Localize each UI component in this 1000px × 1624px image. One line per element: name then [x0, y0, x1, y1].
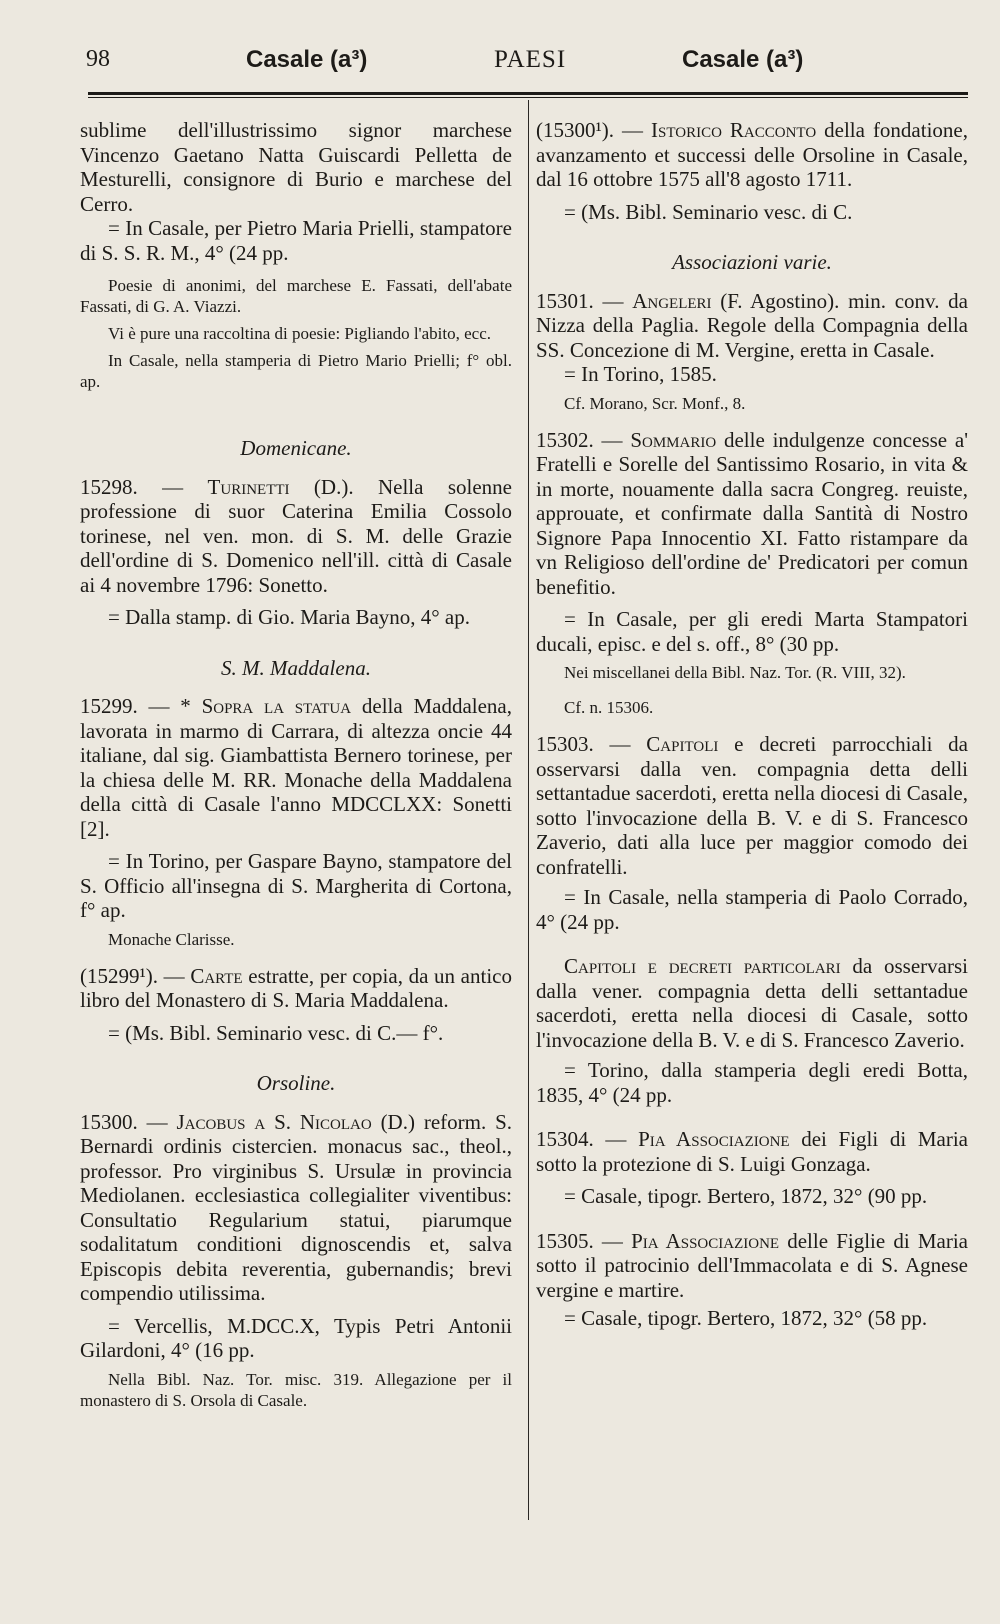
- entry-text: delle indulgenze concesse a' Fratelli e Sorelle del Santissimo Rosario, in vita & in morte, nouamente dalla sacra Congreg. reuiste, approuate, et confirmate dalla Santità di Nostro Signore Papa Innocentio XI. Fatto ristampare da vn Religioso dell'ordine de' Predicatori per comun benefitio.: [536, 427, 968, 599]
- body-text: = Casale, tipogr. Bertero, 1872, 32° (90 pp.: [564, 1184, 928, 1208]
- center-running-title: PAESI: [494, 46, 567, 73]
- entry-text: da osservarsi dalla vener. compagnia detta delli settantadue sacerdoti, eretta nella diocesi di Casale, sotto l'invocazione della B. V. e di S. Francesco Zaverio.: [536, 954, 968, 1052]
- entry-number: 15303.: [536, 732, 594, 756]
- entry-author: Pia Associazione: [638, 1127, 790, 1151]
- body-text: = (Ms. Bibl. Seminario vesc. di C.: [564, 199, 853, 224]
- bibliography-entry: 15304. — Pia Associazione dei Figli di Maria sotto la protezione di S. Luigi Gonzaga.: [536, 1127, 968, 1176]
- note-text: Cf. Morano, Scr. Monf., 8.: [564, 393, 746, 413]
- body-text: = In Torino, per Gaspare Bayno, stampatore del S. Officio all'insegna di S. Margherita di Cortona, f° ap.: [80, 849, 512, 922]
- bibliography-entry: 15300. — Jacobus a S. Nicolao (D.) reform. S. Bernardi ordinis cistercien. monacus sac., theol., professor. Pro virginibus S. Ursulæ in provincia Mediolanen. ecclesiastica collegialiter viventibus: Consultatio Regularium statui, piarumque sodalitatum conditioni dignoscendis et, salva Episcopis debita reverentia, gubernandis; brevi compendio utilissima.: [80, 1109, 513, 1305]
- entry-number: 15302.: [536, 427, 594, 452]
- running-header: [0, 46, 1000, 86]
- entry-author: Capitoli: [646, 732, 719, 756]
- left-column: [80, 118, 512, 1411]
- section-heading: Associazioni varie.: [672, 250, 832, 274]
- entry-author: Istorico Racconto: [651, 118, 817, 142]
- entry-author: Capitoli e decreti particolari: [564, 954, 841, 978]
- entry-text: (D.) reform. S. Bernardi ordinis cistercien. monacus sac., theol., professor. Pro virginibus S. Ursulæ in provincia Mediolanen. ecclesiastica collegialiter viventibus: Consultatio Regularium statui, piarumque sodalitatum conditioni dignoscendis et, salva Episcopis debita reverentia, gubernandis; brevi compendio utilissima.: [80, 1109, 513, 1305]
- bibliography-entry: [536, 954, 968, 1052]
- section-heading: Orsoline.: [256, 1071, 336, 1095]
- body-text: = In Torino, 1585.: [564, 362, 717, 386]
- entry-author: Turinetti: [207, 474, 290, 499]
- body-text: = Torino, dalla stamperia degli eredi Botta, 1835, 4° (24 pp.: [536, 1058, 968, 1107]
- entry-author: Carte: [190, 963, 243, 988]
- bibliography-entry: 15303. — Capitoli e decreti parrocchiali da osservarsi dalla ven. compagnia detta delli settantadue sacerdoti, eretta nella diocesi di Casale, sotto l'invocazione della B. V. e di S. Francesco Zaverio, dati alla luce per maggior comodo dei confratelli.: [536, 732, 968, 879]
- entry-author: Angeleri: [632, 288, 712, 313]
- entry-number: 15304.: [536, 1127, 594, 1151]
- body-text: = Vercellis, M.DCC.X, Typis Petri Antonii Gilardoni, 4° (16 pp.: [80, 1313, 512, 1362]
- entry-text: delle Figlie di Maria sotto il patrocinio dell'Immacolata e di S. Agnese vergine e martire.: [536, 1228, 968, 1302]
- section-heading: Domenicane.: [240, 436, 352, 460]
- note-text: In Casale, nella stamperia di Pietro Mario Prielli; f° obl. ap.: [80, 351, 512, 391]
- body-text: sublime dell'illustrissimo signor marchese Vincenzo Gaetano Natta Guiscardi Pelletta de Mesturelli, consignore di Burio e marchese del Cerro.: [80, 118, 512, 216]
- entry-number: (15300¹).: [536, 118, 615, 142]
- entry-text: (F. Agostino). min. conv. da Nizza della Paglia. Regole della Compagnia della SS. Concezione di M. Vergine, eretta in Casale.: [536, 288, 968, 362]
- body-text: = Dalla stamp. di Gio. Maria Bayno, 4° ap.: [108, 605, 471, 629]
- entry-number: 15301.: [536, 288, 594, 313]
- entry-text: dei Figli di Maria sotto la protezione di S. Luigi Gonzaga.: [536, 1127, 968, 1176]
- body-text: = (Ms. Bibl. Seminario vesc. di C.— f°.: [108, 1020, 444, 1045]
- entry-author: Sommario: [630, 427, 717, 452]
- bibliography-entry: 15298. — Turinetti (D.). Nella solenne professione di suor Caterina Emilia Cossolo torinese, nel ven. mon. di S. M. delle Grazie dell'ordine di S. Domenico nell'ill. città di Casale ai 4 novembre 1796: Sonetto.: [80, 474, 512, 597]
- bibliography-entry: 15302. — Sommario delle indulgenze concesse a' Fratelli e Sorelle del Santissimo Rosario, in vita & in morte, nouamente dalla sacra Congreg. reuiste, approuate, et confirmate dalla Santità di Nostro Signore Papa Innocentio XI. Fatto ristampare da vn Religioso dell'ordine de' Predicatori per comun benefitio.: [536, 427, 968, 599]
- entry-text: della fondatione, avanzamento et successi delle Orsoline in Casale, dal 16 ottobre 1575 all'8 agosto 1711.: [536, 118, 968, 191]
- body-text: = In Casale, nella stamperia di Paolo Corrado, 4° (24 pp.: [536, 885, 968, 934]
- entry-text: (D.). Nella solenne professione di suor Caterina Emilia Cossolo torinese, nel ven. mon. di S. M. delle Grazie dell'ordine di S. Domenico nell'ill. città di Casale ai 4 novembre 1796: Sonetto.: [80, 474, 512, 597]
- note-text: Monache Clarisse.: [108, 929, 235, 949]
- header-rule-thick: [88, 92, 968, 95]
- entry-number: 15299.: [80, 694, 138, 718]
- column-divider: [528, 100, 529, 1520]
- entry-author: * Sopra la statua: [180, 694, 352, 718]
- bibliography-entry: 15305. — Pia Associazione delle Figlie di Maria sotto il patrocinio dell'Immacolata e di S. Agnese vergine e martire.: [536, 1228, 968, 1302]
- entry-number: (15299¹).: [80, 963, 159, 988]
- entry-text: e decreti parrocchiali da osservarsi dalla ven. compagnia detta delli settantadue sacerdoti, eretta nella diocesi di Casale, sotto l'invocazione della B. V. e di S. Francesco Zaverio, dati alla luce per maggior comodo dei confratelli.: [536, 732, 968, 879]
- bibliography-entry: (15300¹). — Istorico Racconto della fondatione, avanzamento et successi delle Orsoline in Casale, dal 16 ottobre 1575 all'8 agosto 1711.: [536, 118, 968, 191]
- note-text: Poesie di anonimi, del marchese E. Fassati, dell'abate Fassati, di G. A. Viazzi.: [80, 276, 512, 316]
- section-heading: S. M. Maddalena.: [221, 655, 371, 680]
- bibliography-entry: 15299. — * Sopra la statua della Maddalena, lavorata in marmo di Carrara, di altezza oncie 44 italiane, dal sig. Giambattista Bernero torinese, per la chiesa delle M. RR. Monache della Maddalena della città di Casale l'anno MDCCLXX: Sonetti [2].: [80, 694, 513, 841]
- entry-author: Jacobus a S. Nicolao: [176, 1109, 372, 1134]
- page-number: 98: [86, 46, 110, 72]
- entry-number: 15300.: [80, 1109, 138, 1134]
- header-rule-thin: [88, 97, 968, 98]
- left-running-title: Casale (a³): [246, 46, 368, 73]
- bibliography-entry: (15299¹). — Carte estratte, per copia, da un antico libro del Monastero di S. Maria Maddalena.: [80, 963, 512, 1012]
- entry-number: 15305.: [536, 1228, 594, 1253]
- entry-text: della Maddalena, lavorata in marmo di Carrara, di altezza oncie 44 italiane, dal sig. Giambattista Bernero torinese, per la chiesa delle M. RR. Monache della Maddalena della città di Casale l'anno MDCCLXX: Sonetti [2].: [80, 694, 513, 841]
- note-text: Nei miscellanei della Bibl. Naz. Tor. (R. VIII, 32).: [564, 663, 906, 682]
- right-column: [536, 118, 968, 1331]
- bibliography-entry: 15301. — Angeleri (F. Agostino). min. conv. da Nizza della Paglia. Regole della Compagnia della SS. Concezione di M. Vergine, eretta in Casale.: [536, 288, 968, 362]
- body-text: = In Casale, per Pietro Maria Prielli, stampatore di S. S. R. M., 4° (24 pp.: [80, 216, 512, 265]
- right-running-title: Casale (a³): [682, 46, 804, 73]
- note-text: Vi è pure una raccoltina di poesie: Pigliando l'abito, ecc.: [108, 324, 491, 343]
- entry-number: 15298.: [80, 474, 138, 499]
- entry-author: Pia Associazione: [631, 1228, 780, 1253]
- entry-text: estratte, per copia, da un antico libro del Monastero di S. Maria Maddalena.: [80, 963, 512, 1012]
- body-text: = Casale, tipogr. Bertero, 1872, 32° (58 pp.: [564, 1306, 928, 1330]
- body-text: = In Casale, per gli eredi Marta Stampatori ducali, episc. e del s. off., 8° (30 pp.: [536, 607, 968, 656]
- note-text: Nella Bibl. Naz. Tor. misc. 319. Allegazione per il monastero di S. Orsola di Casale.: [80, 1369, 512, 1410]
- note-text: Cf. n. 15306.: [564, 698, 654, 717]
